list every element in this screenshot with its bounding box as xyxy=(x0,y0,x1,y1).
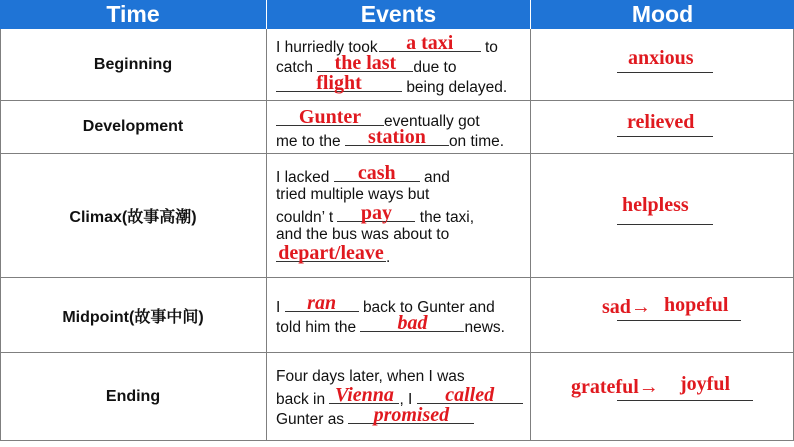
event-text: the taxi, xyxy=(419,209,475,226)
answer-blank: promised xyxy=(373,404,450,426)
stage-beginning: Beginning xyxy=(93,55,173,73)
event-text: back to Gunter and xyxy=(362,299,495,316)
mood-blank-line xyxy=(617,224,713,225)
mood-blank-line xyxy=(617,400,753,401)
mood-answer: joyful xyxy=(680,373,730,395)
event-text: being delayed. xyxy=(406,79,508,96)
events-beginning xyxy=(276,33,528,99)
answer-blank: ran xyxy=(307,292,337,314)
header-mood: Mood xyxy=(531,0,794,29)
event-text: I hurriedly took xyxy=(276,39,378,56)
mood-blank-line xyxy=(617,320,741,321)
mood-blank-line xyxy=(617,72,713,73)
event-text: Gunter as xyxy=(276,411,345,428)
event-text: I lacked xyxy=(276,169,330,186)
event-text: Four days later, when I was xyxy=(276,368,465,385)
event-text: news. xyxy=(464,319,505,336)
event-text: couldn’ t xyxy=(276,209,334,226)
stage-climax: Climax(故事高潮) xyxy=(69,209,197,226)
answer-blank: Vienna xyxy=(334,384,394,406)
row-divider xyxy=(0,440,794,441)
stage-midpoint: Midpoint(故事中间) xyxy=(62,308,204,326)
mood-answer: hopeful xyxy=(664,294,729,316)
stage-development: Development xyxy=(82,118,184,135)
header-events: Events xyxy=(267,0,530,29)
event-text: due to xyxy=(413,59,457,76)
event-text: I xyxy=(276,299,281,316)
mood-prefix: sad→ xyxy=(602,296,651,318)
answer-blank: station xyxy=(368,126,426,148)
mood-blank-line xyxy=(617,136,713,137)
events-climax xyxy=(276,162,528,275)
header-time: Time xyxy=(0,0,266,29)
mood-answer: anxious xyxy=(628,47,694,69)
answer-blank: a taxi xyxy=(406,32,454,54)
events-midpoint xyxy=(276,292,528,345)
event-text: , I xyxy=(399,391,413,408)
event-text: to xyxy=(484,39,498,56)
answer-blank: depart/leave xyxy=(278,242,384,264)
event-text: eventually got xyxy=(384,113,480,130)
answer-blank: bad xyxy=(397,312,428,334)
answer-blank: flight xyxy=(316,72,362,94)
column-divider xyxy=(266,29,267,441)
answer-blank: pay xyxy=(360,202,393,224)
stage-ending: Ending xyxy=(105,387,161,405)
event-text: catch xyxy=(276,59,314,76)
event-text: me to the xyxy=(276,133,341,150)
event-text: back in xyxy=(276,391,326,408)
event-text: on time. xyxy=(448,133,505,150)
answer-blank: Gunter xyxy=(298,106,362,128)
mood-answer: relieved xyxy=(627,111,695,133)
event-text: tried multiple ways but xyxy=(276,186,430,203)
answer-blank: cash xyxy=(357,162,396,184)
events-ending xyxy=(276,367,528,437)
event-text: told him the xyxy=(276,319,357,336)
event-text: and xyxy=(424,169,450,186)
answer-blank: called xyxy=(445,384,495,406)
answer-blank: the last xyxy=(334,52,397,74)
events-development xyxy=(276,107,528,153)
mood-answer: helpless xyxy=(622,194,689,216)
event-text: and the bus was about to xyxy=(276,226,450,243)
column-divider xyxy=(530,29,531,441)
event-text: . xyxy=(386,249,391,266)
mood-prefix: grateful→ xyxy=(571,376,659,398)
